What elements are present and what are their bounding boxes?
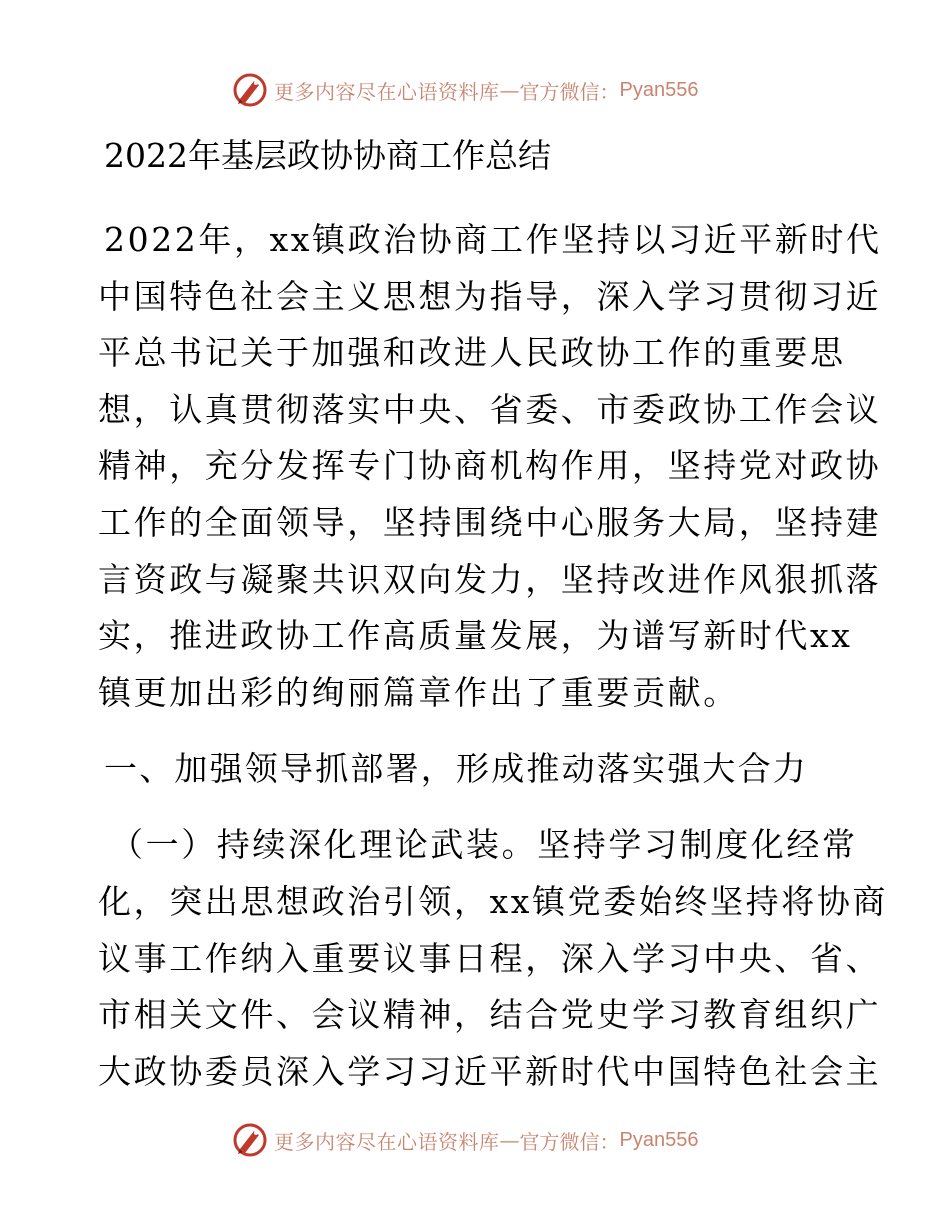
document-title: 2022年基层政协协商工作总结: [104, 136, 551, 175]
watermark-separator: —: [499, 1128, 520, 1152]
text-line: 2022年，xx镇政治协商工作坚持以习近平新时代: [104, 220, 882, 259]
document-body: [98, 118, 889, 1100]
text-line: （一）持续深化理论武装。坚持学习制度化经常: [110, 825, 858, 865]
watermark-text: 更多内容尽在心语资料库: [274, 1129, 500, 1154]
section-heading-1: 一、加强领导抓部署，形成推动落实强大合力: [104, 749, 808, 789]
watermark-contact-id: Pyan556: [619, 78, 699, 101]
text-line: 想，认真贯彻落实中央、省委、市委政协工作会议: [98, 389, 882, 429]
text-line: 精神，充分发挥专门协商机构作用，坚持党对政协: [98, 446, 882, 486]
text-line: 议事工作纳入重要议事日程，深入学习中央、省、: [98, 938, 882, 978]
paragraph-2: [98, 817, 889, 1100]
watermark-text: 更多内容尽在心语资料库: [274, 79, 500, 104]
footer-watermark: [232, 1120, 698, 1160]
text-line: 平总书记关于加强和改进人民政协工作的重要思: [98, 333, 846, 373]
pen-logo-icon: [232, 1122, 268, 1158]
watermark-separator: —: [499, 78, 520, 102]
pen-logo-icon: [232, 72, 268, 108]
header-watermark: [232, 70, 698, 110]
text-line: 中国特色社会主义思想为指导，深入学习贯彻习近: [98, 276, 882, 316]
text-line: 大政协委员深入学习习近平新时代中国特色社会主: [98, 1051, 882, 1091]
text-line: 化，突出思想政治引领，xx镇党委始终坚持将协商: [98, 881, 889, 921]
text-line: 工作的全面领导，坚持围绕中心服务大局，坚持建: [98, 502, 882, 542]
paragraph-1: [98, 212, 882, 721]
text-line: 市相关文件、会议精神，结合党史学习教育组织广: [98, 995, 882, 1035]
watermark-contact-label: 官方微信：: [519, 1129, 620, 1154]
text-line: 言资政与凝聚共识双向发力，坚持改进作风狠抓落: [98, 559, 882, 599]
text-line: 镇更加出彩的绚丽篇章作出了重要贡献。: [98, 672, 739, 712]
watermark-contact-id: Pyan556: [619, 1128, 699, 1151]
text-line: 实，推进政协工作高质量发展，为谱写新时代xx: [98, 616, 853, 656]
watermark-contact-label: 官方微信：: [519, 79, 620, 104]
